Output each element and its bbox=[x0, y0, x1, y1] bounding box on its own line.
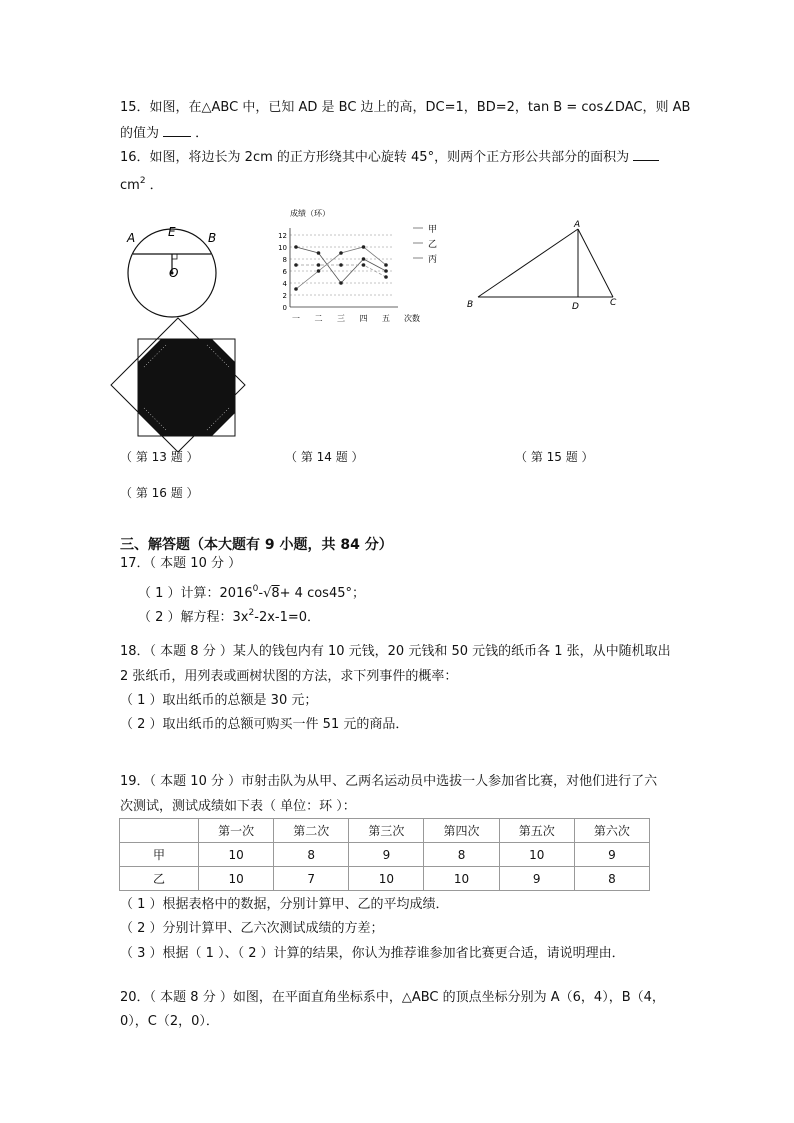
shaded-overlap-octagon bbox=[138, 339, 235, 436]
q17-part-1 bbox=[138, 580, 365, 603]
y-tick-label: 10 bbox=[278, 244, 287, 252]
caption-13: （ 第 13 题 ） bbox=[120, 450, 199, 464]
fig15-label-d: D bbox=[572, 302, 579, 312]
q19-line-2: 次测试，测试成绩如下表（ 单位：环 ）： bbox=[120, 799, 356, 814]
data-point bbox=[384, 275, 388, 279]
caption-16: （ 第 16 题 ） bbox=[120, 486, 199, 500]
data-point bbox=[339, 263, 343, 267]
fig13-label-e: E bbox=[168, 225, 176, 239]
data-point bbox=[317, 251, 321, 255]
table-cell: 9 bbox=[574, 843, 649, 867]
table-cell: 10 bbox=[199, 843, 274, 867]
q19-line-1: 19．（ 本题 10 分 ）市射击队为从甲、乙两名运动员中选拔一人参加省比赛，对他们进行了六 bbox=[120, 774, 658, 789]
table-header-cell: 第一次 bbox=[199, 819, 274, 843]
data-point bbox=[294, 245, 298, 249]
sqrt-icon: √ bbox=[263, 586, 272, 601]
y-tick-label: 0 bbox=[282, 304, 287, 312]
table-cell: 8 bbox=[574, 867, 649, 891]
table-cell: 10 bbox=[349, 867, 424, 891]
fig15-label-c: C bbox=[610, 298, 617, 308]
figure-13-circle bbox=[118, 222, 228, 322]
q17-p2-pre: （ 2 ）解方程：3x bbox=[138, 610, 249, 625]
data-point bbox=[362, 263, 366, 267]
x-tick-label: 一 bbox=[292, 314, 300, 323]
data-point bbox=[294, 263, 298, 267]
q16-line-1-text: 16．如图，将边长为 2cm 的正方形绕其中心旋转 45°，则两个正方形公共部分的面积为 bbox=[120, 150, 630, 165]
section-heading: 三、解答题（本大题有 9 小题，共 84 分） bbox=[120, 537, 393, 553]
q17-p1-pre: （ 1 ）计算：2016 bbox=[138, 586, 253, 601]
chart-y-axis-label: 成绩（环） bbox=[290, 209, 330, 218]
data-point bbox=[317, 263, 321, 267]
x-tick-label: 二 bbox=[314, 314, 323, 323]
q16-answer-blank bbox=[633, 148, 659, 161]
x-tick-label: 四 bbox=[359, 314, 368, 323]
q18-line-1: 18．（ 本题 8 分 ）某人的钱包内有 10 元钱，20 元钱和 50 元钱的纸币各 1 张，从中随机取出 bbox=[120, 644, 671, 659]
y-tick-label: 4 bbox=[282, 280, 287, 288]
q15-line-2-text: 的值为 bbox=[120, 126, 160, 141]
table-cell: 10 bbox=[199, 867, 274, 891]
q16-line-1 bbox=[120, 148, 659, 167]
q17-part-2 bbox=[138, 604, 320, 627]
caption-15: （ 第 15 题 ） bbox=[515, 450, 594, 464]
caption-14: （ 第 14 题 ） bbox=[285, 450, 364, 464]
q19-line-5: （ 3 ）根据（ 1 ）、（ 2 ）计算的结果，你认为推荐谁参加省比赛更合适，请说明理由． bbox=[120, 946, 625, 961]
chart-x-axis-label: 次数 bbox=[404, 314, 420, 323]
data-point bbox=[339, 281, 343, 285]
data-point bbox=[339, 251, 343, 255]
data-point bbox=[362, 257, 366, 261]
table-header-cell bbox=[120, 819, 199, 843]
table-cell: 10 bbox=[499, 843, 574, 867]
q15-line-2: 的值为 ． bbox=[120, 126, 209, 141]
figure-15-triangle bbox=[460, 218, 630, 318]
data-point bbox=[294, 287, 298, 291]
q18-line-4: （ 2 ）取出纸币的总额可购买一件 51 元的商品． bbox=[120, 717, 409, 732]
fig13-label-o: O bbox=[169, 266, 179, 280]
table-cell: 9 bbox=[349, 843, 424, 867]
q18-line-2: 2 张纸币，用列表或画树状图的方法，求下列事件的概率： bbox=[120, 669, 458, 684]
fig13-label-a: A bbox=[127, 231, 136, 245]
q20-line-1: 20．（ 本题 8 分 ）如图，在平面直角坐标系中，△ABC 的顶点坐标分别为 A（6，4），B（4， bbox=[120, 990, 665, 1005]
y-tick-label: 12 bbox=[278, 232, 287, 240]
q19-line-3: （ 1 ）根据表格中的数据，分别计算甲、乙的平均成绩． bbox=[120, 897, 449, 912]
x-tick-label: 五 bbox=[382, 314, 390, 323]
q17-p1-sup: 0 bbox=[252, 584, 259, 594]
data-point bbox=[384, 269, 388, 273]
figure-14-line-chart bbox=[268, 204, 448, 329]
legend-label: 乙 bbox=[428, 240, 438, 250]
y-tick-label: 2 bbox=[282, 292, 287, 300]
table-header-row bbox=[120, 819, 650, 843]
q17-p2-sup: 2 bbox=[248, 608, 255, 618]
table-header-cell: 第三次 bbox=[349, 819, 424, 843]
q16-unit: cm bbox=[120, 178, 140, 193]
table-cell: 甲 bbox=[120, 843, 199, 867]
q20-line-2: 0），C（2，0）． bbox=[120, 1014, 219, 1029]
y-tick-label: 6 bbox=[282, 268, 287, 276]
q17-p1-radicand: 8 bbox=[271, 586, 280, 601]
table-cell: 10 bbox=[424, 867, 499, 891]
q18-line-3: （ 1 ）取出纸币的总额是 30 元； bbox=[120, 693, 318, 708]
q17-p1-minus: - bbox=[258, 586, 264, 601]
table-header-cell: 第四次 bbox=[424, 819, 499, 843]
q16-unit-sup: 2 bbox=[139, 176, 146, 186]
legend-label: 甲 bbox=[428, 225, 438, 235]
x-tick-label: 三 bbox=[337, 314, 345, 323]
data-point bbox=[317, 269, 321, 273]
table-row bbox=[120, 843, 650, 867]
q17-p2-post: -2x-1=0． bbox=[254, 610, 321, 625]
fig15-label-b: B bbox=[467, 300, 474, 310]
fig15-label-a: A bbox=[574, 220, 581, 230]
table-cell: 8 bbox=[274, 843, 349, 867]
q19-line-4: （ 2 ）分别计算甲、乙六次测试成绩的方差； bbox=[120, 921, 384, 936]
q17-p1-post: + 4 cos45°； bbox=[279, 586, 365, 601]
table-header-cell: 第六次 bbox=[574, 819, 649, 843]
data-point bbox=[384, 263, 388, 267]
table-cell: 9 bbox=[499, 867, 574, 891]
table-header-cell: 第二次 bbox=[274, 819, 349, 843]
legend-label: 丙 bbox=[428, 255, 438, 265]
data-point bbox=[362, 245, 366, 249]
q16-line-2: $cm^2$ ． bbox=[120, 176, 163, 193]
table-header-cell: 第五次 bbox=[499, 819, 574, 843]
q17-head: 17．（ 本题 10 分 ） bbox=[120, 556, 242, 571]
figure-16-rotated-squares bbox=[118, 320, 248, 450]
table-cell: 8 bbox=[424, 843, 499, 867]
table-row bbox=[120, 867, 650, 891]
table-cell: 乙 bbox=[120, 867, 199, 891]
table-cell: 7 bbox=[274, 867, 349, 891]
scores-table bbox=[119, 818, 650, 891]
q15-line-1: 15．如图，在△ABC 中，已知 AD 是 BC 边上的高，DC=1，BD=2，tan B = cos∠DAC，则 AB bbox=[120, 100, 691, 115]
y-tick-label: 8 bbox=[282, 256, 287, 264]
q15-answer-blank bbox=[163, 124, 191, 137]
fig13-label-b: B bbox=[208, 231, 217, 245]
